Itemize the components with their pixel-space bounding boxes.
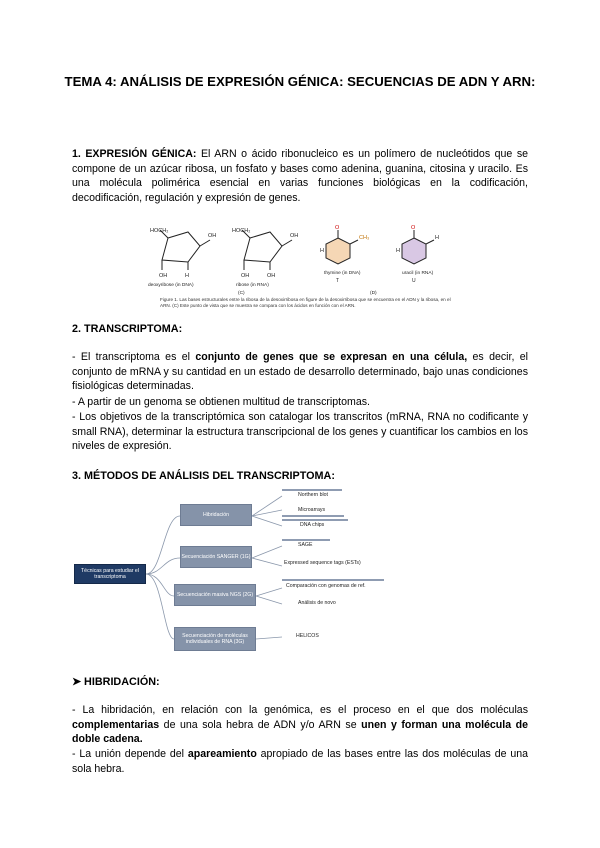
section2-p1-text-end: es decir, el conjunto de mRNA y su cantidad en un estado de desarrollo determinado, bajo unas condiciones fisiológicas determinadas. xyxy=(72,351,528,393)
svg-text:OH: OH xyxy=(267,273,276,279)
dna-chips-label: DNA chips xyxy=(300,522,325,528)
page-title: TEMA 4: ANÁLISIS DE EXPRESIÓN GÉNICA: SECUENCIAS DE ADN Y ARN: xyxy=(64,74,536,89)
ribose-label: ribose (in RNA) xyxy=(236,283,269,288)
transcriptome-methods-diagram xyxy=(72,484,392,659)
hibridacion-p2-text: - La unión depende del xyxy=(72,748,188,760)
svg-text:HOCH₂: HOCH₂ xyxy=(232,228,251,234)
microarrays-label: Microarrays xyxy=(298,507,326,513)
svg-text:CH₃: CH₃ xyxy=(359,235,370,241)
svg-text:H: H xyxy=(320,248,324,254)
svg-text:H: H xyxy=(396,248,400,254)
single-molecule-box: Secuenciación de moléculas individuales de RNA (3G) xyxy=(174,627,256,651)
deoxyribose-label: deoxyribose (in DNA) xyxy=(148,283,194,288)
section1-paragraph xyxy=(72,147,528,205)
svg-text:O: O xyxy=(411,225,416,231)
section2-paragraph-2: - A partir de un genoma se obtienen multitud de transcriptomas. xyxy=(72,396,370,408)
hibridacion-paragraph-2 xyxy=(72,747,528,776)
helicos-label: HELICOS xyxy=(296,633,319,639)
section2-paragraph-3: - Los objetivos de la transcriptómica son catalogar los transcritos (mRNA, RNA no codificante y small RNA), determinar la estructura transcripcional de los genes y cuantificar los cambios en los niveles de expresión. xyxy=(72,411,528,453)
svg-text:OH: OH xyxy=(241,273,250,279)
section1-text: El ARN o ácido ribonucleico es un polímero de nucleótidos que se compone de un azúcar ribosa, un fosfato y bases como adenina, guanina, citosina y uracilo. Es una molécula polimérica esencial en varias funciones biológicas en la codificación, decodificación, regulación y expresión de genes. xyxy=(72,148,529,204)
figure1-caption: Figure 1. Las bases estructurales entre la ribosa de la desoxirribosa en figure de la desoxirribosa que se encuentra en el ADN y la ribosa, en el ARN. (C) Este punto de vista que se muestra se compara con los ácidos en función con el ARN. xyxy=(160,297,451,308)
ests-label: Expressed sequence tags (ESTs) xyxy=(284,560,361,566)
reference-genome-label: Comparación con genomas de ref. xyxy=(286,583,366,589)
ngs-box: Secuenciación masiva NGS (2G) xyxy=(174,584,256,606)
thymine-structure xyxy=(326,230,358,264)
svg-text:OH: OH xyxy=(159,273,168,279)
hibridacion-box: Hibridación xyxy=(180,504,252,526)
hibridacion-heading: ➤ HIBRIDACIÓN: xyxy=(72,676,160,688)
hibridacion-p2-text-end: apropiado de las bases entre las dos moléculas de una sola hebra. xyxy=(72,748,529,775)
section2-heading: 2. TRANSCRIPTOMA: xyxy=(72,323,183,335)
hibridacion-p1-bold-2: unen y forman una molécula de doble cadena. xyxy=(72,718,529,746)
section2-paragraph-1 xyxy=(72,350,528,394)
ribose-structure xyxy=(242,230,292,270)
thymine-label: thymine (in DNA) xyxy=(324,271,361,276)
svg-text:O: O xyxy=(335,225,340,231)
section3-heading: 3. MÉTODOS DE ANÁLISIS DEL TRANSCRIPTOMA: xyxy=(72,470,335,482)
deoxyribose-structure xyxy=(160,230,210,270)
uracil-structure xyxy=(402,230,434,264)
northern-blot-label: Northern blot xyxy=(298,492,328,498)
panel-c-label: (C) xyxy=(238,291,245,296)
section2-p1-bold: conjunto de genes que se expresan en una célula, xyxy=(195,351,468,363)
svg-text:OH: OH xyxy=(208,233,217,239)
section1-heading: 1. EXPRESIÓN GÉNICA: xyxy=(72,148,197,160)
hibridacion-p1-text: - La hibridación, en relación con la genómica, es el proceso en el que dos moléculas xyxy=(72,704,528,716)
hibridacion-paragraph-1 xyxy=(72,703,528,747)
svg-text:H: H xyxy=(185,273,189,279)
root-box: Técnicas para estudiar el transcriptoma xyxy=(74,564,146,584)
svg-text:HOCH₂: HOCH₂ xyxy=(150,228,169,234)
hibridacion-p1-text-mid: de una sola hebra de ADN y/o ARN se xyxy=(159,718,362,731)
hibridacion-p2-bold: apareamiento xyxy=(187,748,257,760)
panel-d-label: (D) xyxy=(370,291,377,296)
svg-text:H: H xyxy=(435,235,439,241)
de-novo-label: Análisis de novo xyxy=(298,600,336,606)
uracil-letter: U xyxy=(412,278,416,284)
uracil-label: uracil (in RNA) xyxy=(402,271,434,276)
svg-text:OH: OH xyxy=(290,233,299,239)
sanger-box: Secuenciación SANGER (1G) xyxy=(180,546,252,568)
section2-p1-text: - El transcriptoma es el xyxy=(72,351,196,363)
hibridacion-p1-bold-1: complementarias xyxy=(72,718,160,731)
sage-label: SAGE xyxy=(298,542,313,548)
thymine-letter: T xyxy=(336,278,340,284)
